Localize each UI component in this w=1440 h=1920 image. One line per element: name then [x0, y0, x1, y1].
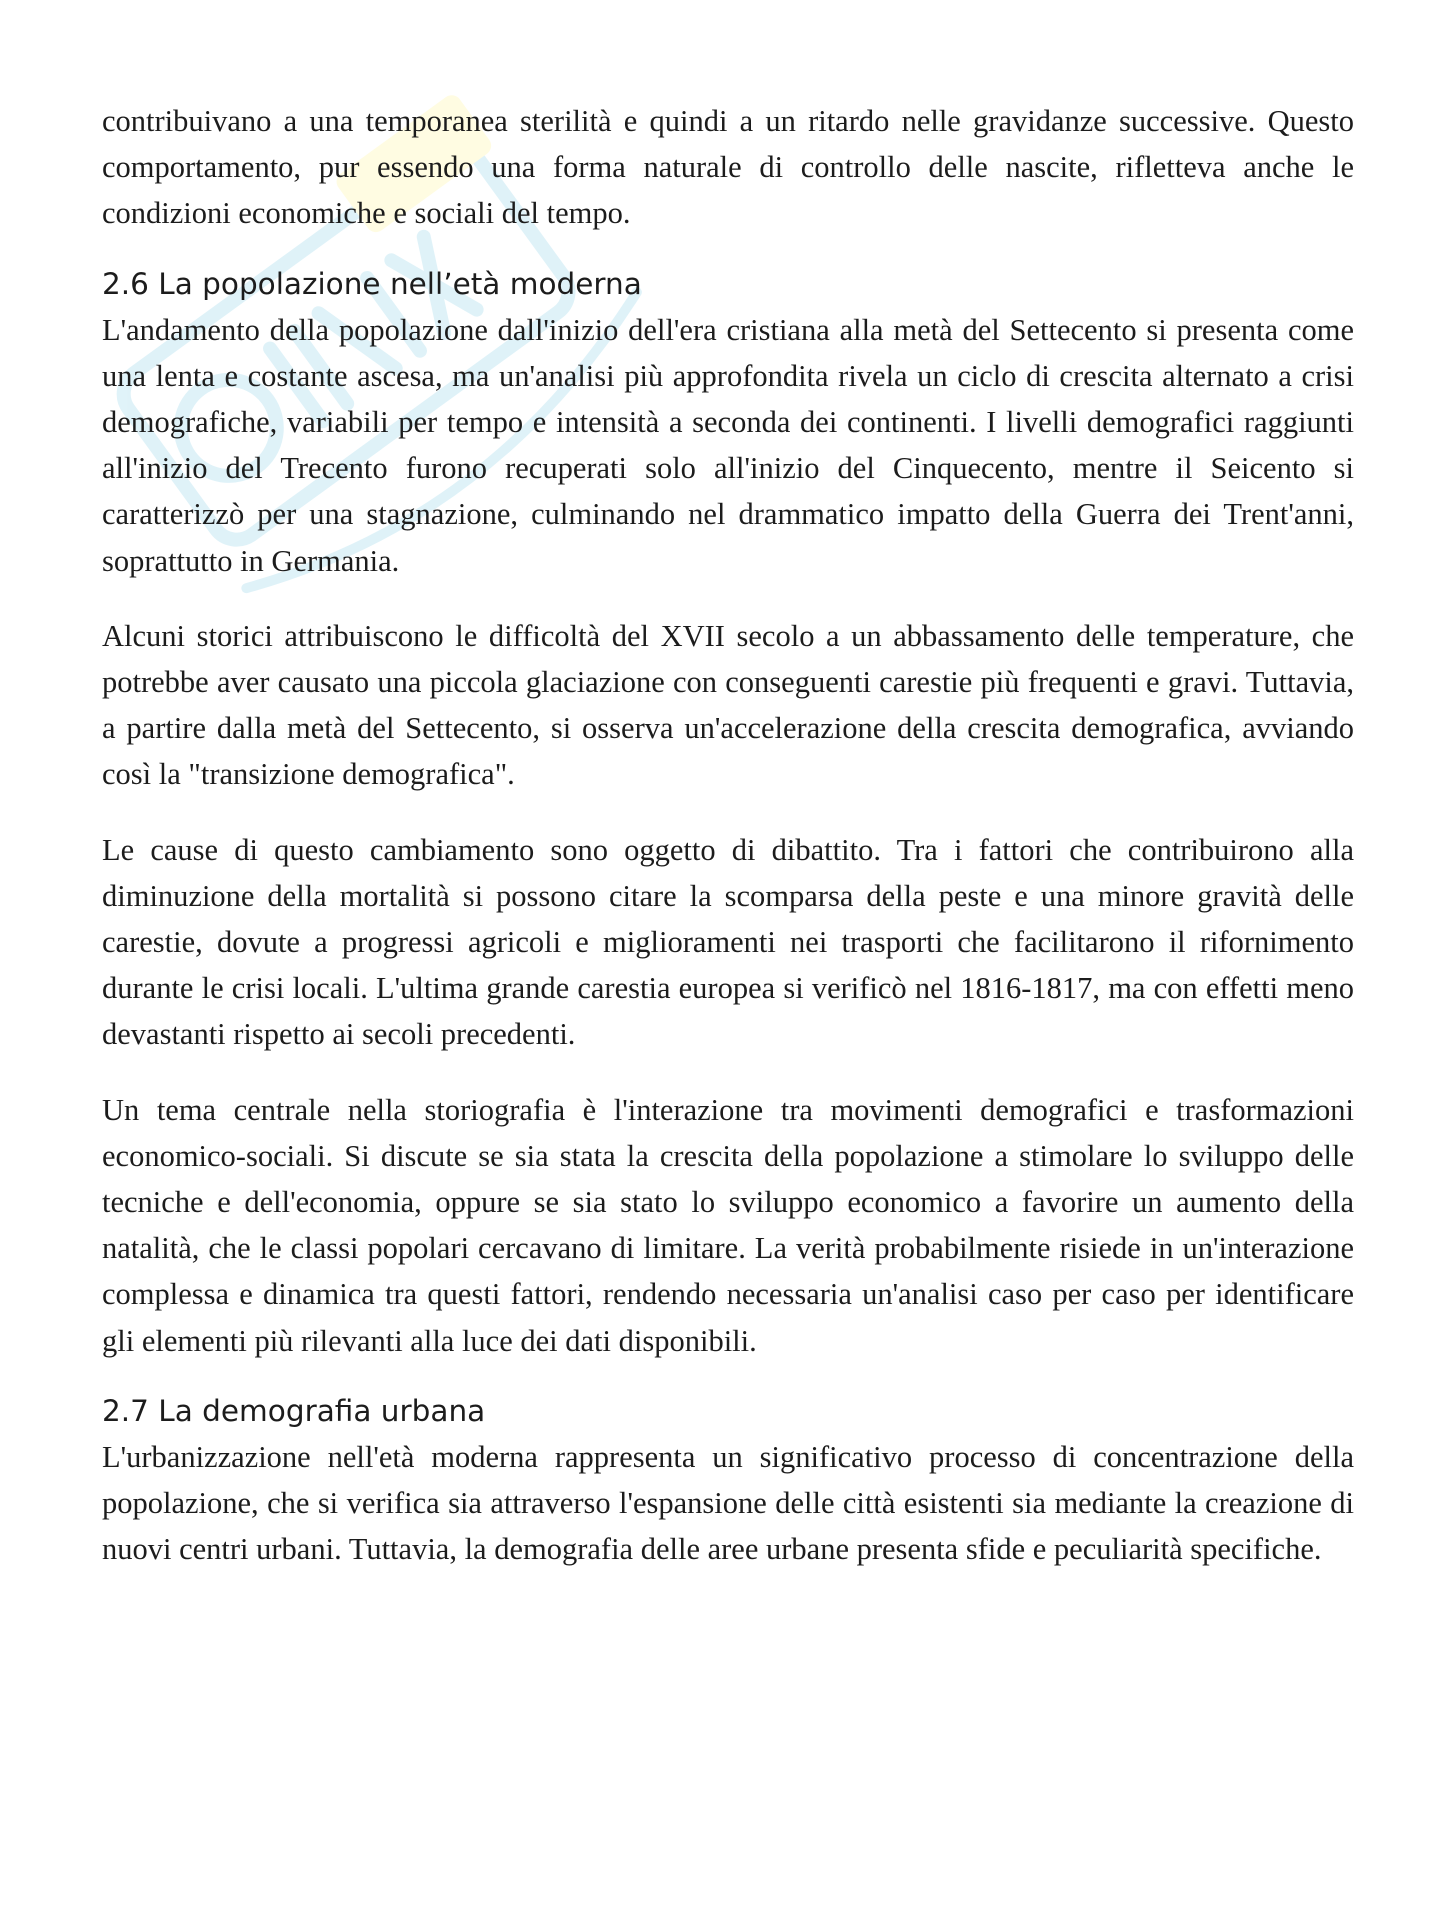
paragraph-urbanization: L'urbanizzazione nell'età moderna rappresenta un significativo processo di concentrazione della popolazione, che si verifica sia attraverso l'espansione delle città esistenti sia mediante la creazione di nuovi centri urbani. Tuttavia, la demografia delle aree urbane presenta sfide e peculiarità specifiche. [102, 1439, 1354, 1567]
section-heading-2-6: 2.6 La popolazione nell’età moderna [102, 266, 642, 301]
paragraph-population-trend: L'andamento della popolazione dall'inizio dell'era cristiana alla metà del Settecento si presenta come una lenta e costante ascesa, ma un'analisi più approfondita rivela un ciclo di crescita alternato a crisi demografiche, variabili per tempo e intensità a seconda dei continenti. I livelli demografici raggiunti all'inizio del Trecento furono recuperati solo all'inizio del Cinquecento, mentre il Seicento si caratterizzò per una stagnazione, culminando nel drammatico impatto della Guerra dei Trent'anni, soprattutto in Germania. [102, 312, 1354, 578]
paragraph-climate: Alcuni storici attribuiscono le difficoltà del XVII secolo a un abbassamento delle temperature, che potrebbe aver causato una piccola glaciazione con conseguenti carestie più frequenti e gravi. Tuttavia, a partire dalla metà del Settecento, si osserva un'accelerazione della crescita demografica, avviando così la "transizione demografica". [102, 618, 1354, 792]
paragraph-mortality-causes: Le cause di questo cambiamento sono oggetto di dibattito. Tra i fattori che contribuirono alla diminuzione della mortalità si possono citare la scomparsa della peste e una minore gravità delle carestie, dovute a progressi agricoli e miglioramenti nei trasporti che facilitarono il rifornimento durante le crisi locali. L'ultima grande carestia europea si verificò nel 1816-1817, ma con effetti meno devastanti rispetto ai secoli precedenti. [102, 832, 1354, 1052]
document-body [102, 98, 1354, 1572]
paragraph-historiography: Un tema centrale nella storiografia è l'interazione tra movimenti demografici e trasformazioni economico-sociali. Si discute se sia stata la crescita della popolazione a stimolare lo sviluppo delle tecniche e dell'economia, oppure se sia stato lo sviluppo economico a favorire un aumento della natalità, che le classi popolari cercavano di limitare. La verità probabilmente risiede in un'interazione complessa e dinamica tra questi fattori, rendendo necessaria un'analisi caso per caso per identificare gli elementi più rilevanti alla luce dei dati disponibili. [102, 1092, 1354, 1358]
section-heading-2-7: 2.7 La demografia urbana [102, 1393, 486, 1428]
paragraph-intro: contribuivano a una temporanea sterilità e quindi a un ritardo nelle gravidanze successive. Questo comportamento, pur essendo una forma naturale di controllo delle nascite, rifletteva anche le condizioni economiche e sociali del tempo. [102, 104, 1354, 231]
